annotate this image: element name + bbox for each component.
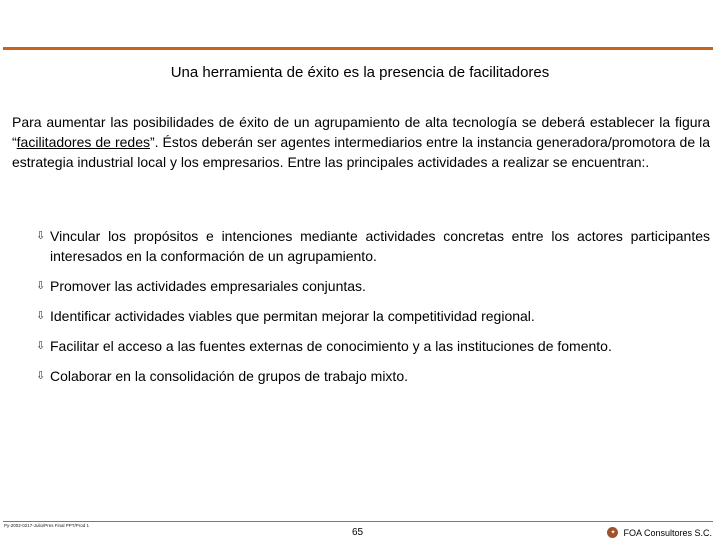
arrow-down-icon: ⇩	[36, 230, 46, 242]
bottom-divider	[3, 521, 713, 522]
list-item-text: Facilitar el acceso a las fuentes externas de conocimiento y a las instituciones de fomento.	[50, 338, 612, 354]
list-item-text: Promover las actividades empresariales conjuntas.	[50, 278, 366, 294]
company-logo-icon: ✦	[607, 527, 618, 538]
arrow-down-icon: ⇩	[36, 370, 46, 382]
list-item	[36, 336, 710, 356]
list-item-text: Identificar actividades viables que permitan mejorar la competitividad regional.	[50, 308, 535, 324]
footer-brand	[607, 527, 712, 538]
activities-list	[36, 226, 710, 396]
list-item	[36, 276, 710, 296]
list-item	[36, 366, 710, 386]
top-divider	[3, 47, 713, 50]
list-item	[36, 306, 710, 326]
company-name: FOA Consultores S.C.	[623, 527, 712, 538]
intro-text-after: ”. Éstos deberán ser agentes intermediarios entre la instancia generadora/promotora de la estrategia industrial local y los empresarios. Entre las principales actividades a realizar se encuentran:.	[12, 134, 711, 170]
intro-paragraph	[12, 112, 710, 172]
intro-underlined-term: facilitadores de redes	[16, 134, 150, 150]
page-number: 65	[352, 527, 364, 538]
list-item-text: Vincular los propósitos e intenciones mediante actividades concretas entre los actores participantes interesados en la conformación de un agrupamiento.	[50, 228, 710, 264]
arrow-down-icon: ⇩	[36, 280, 46, 292]
footer-file-path: Py-2002-0217-Julio/Pres Final PPT/Prod 1	[4, 523, 90, 528]
arrow-down-icon: ⇩	[36, 310, 46, 322]
list-item-text: Colaborar en la consolidación de grupos de trabajo mixto.	[50, 368, 408, 384]
arrow-down-icon: ⇩	[36, 340, 46, 352]
list-item	[36, 226, 710, 266]
page-title: Una herramienta de éxito es la presencia de facilitadores	[170, 64, 550, 81]
intro-text-before: Para aumentar las posibilidades de éxito de un agrupamiento de alta tecnología se deberá establecer la figura “	[12, 114, 710, 150]
